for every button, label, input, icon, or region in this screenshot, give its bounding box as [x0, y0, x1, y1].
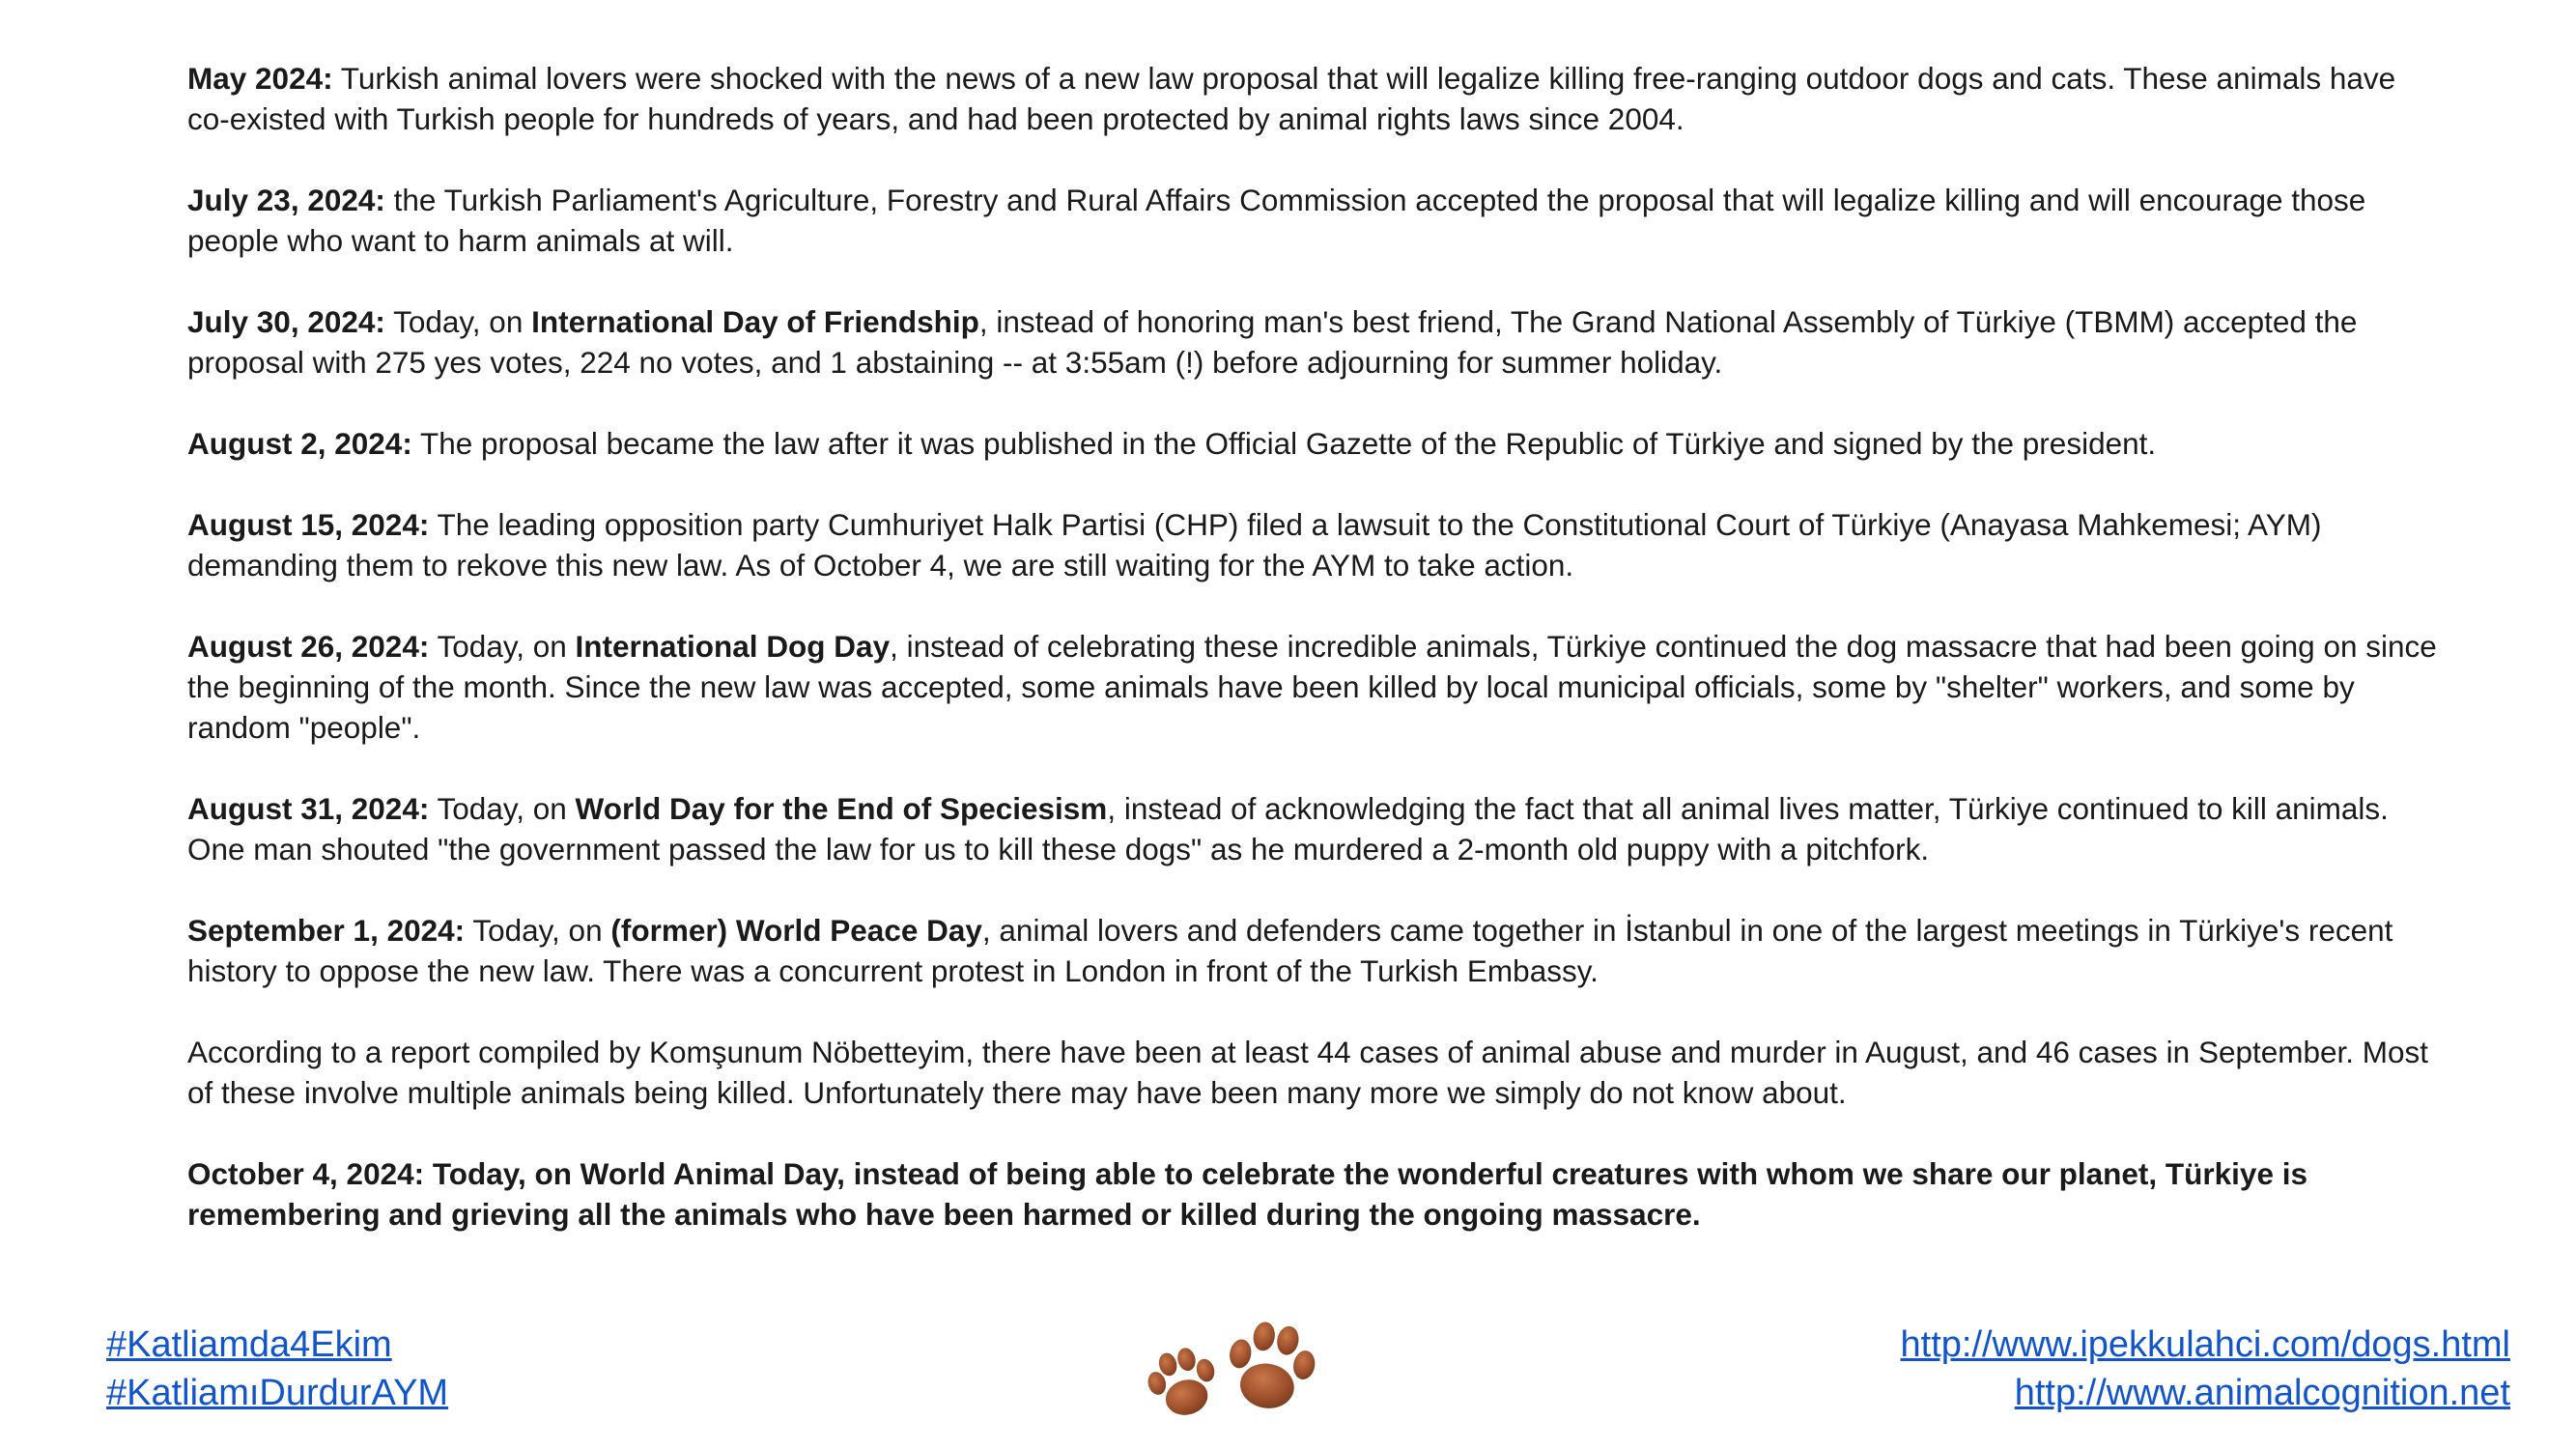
- paw-prints-icon: [1130, 1309, 1333, 1435]
- entry-highlight: World Day for the End of Speciesism: [575, 791, 1108, 826]
- hashtags: [106, 1321, 448, 1417]
- hashtag-link-katliamidurduraym[interactable]: #KatliamıDurdurAYM: [106, 1373, 449, 1413]
- entry-august-15-2024: [187, 504, 2438, 585]
- entry-pre: Today, on: [384, 304, 532, 339]
- entry-text: , instead of honoring man's best friend, The Grand National Assembly of Türkiye (TBMM) accepted the proposal with 275 yes votes, 224 no votes, and 1 abstaining -- at 3:55am (!) before adjourning for summer holiday.: [187, 304, 2358, 380]
- entry-july-30-2024: [187, 301, 2438, 383]
- entry-date: August 31, 2024:: [187, 791, 430, 826]
- entry-date: August 15, 2024:: [187, 507, 430, 542]
- paw-right-icon: [1222, 1317, 1321, 1415]
- entry-august-2-2024: [187, 423, 2438, 464]
- entry-text: , animal lovers and defenders came together in İstanbul in one of the largest meetings in Türkiye's recent history to oppose the new law. There was a concurrent protest in London in front of the Turkish Embassy.: [187, 913, 2393, 988]
- entry-date: July 30, 2024:: [187, 304, 385, 339]
- final-paragraph: October 4, 2024: Today, on World Animal Day, instead of being able to celebrate the wonderful creatures with whom we share our planet, Türkiye is remembering and grieving all the animals who have been harmed or killed during the ongoing massacre.: [187, 1156, 2307, 1232]
- link-ipekkulahci-dogs[interactable]: http://www.ipekkulahci.com/dogs.html: [1900, 1324, 2510, 1365]
- entry-date: August 2, 2024:: [187, 426, 412, 461]
- entry-date: May 2024:: [187, 61, 333, 96]
- entry-text: The leading opposition party Cumhuriyet Halk Partisi (CHP) filed a lawsuit to the Constitutional Court of Türkiye (Anayasa Mahkemesi; AYM) demanding them to rekove this new law. As of October 4, we are still waiting for the AYM to take action.: [187, 507, 2322, 582]
- entry-pre: Today, on: [429, 791, 576, 826]
- entry-august-26-2024: [187, 626, 2438, 748]
- website-links: [1901, 1321, 2511, 1417]
- entry-highlight: International Dog Day: [575, 629, 891, 664]
- entry-may-2024: [187, 58, 2438, 139]
- entry-pre: Today, on: [465, 913, 611, 948]
- entry-highlight: International Day of Friendship: [531, 304, 979, 339]
- entry-text: , instead of acknowledging the fact that all animal lives matter, Türkiye continued to kill animals. One man shouted "the government passed the law for us to kill these dogs" as he murdered a 2-month old puppy with a pitchfork.: [187, 791, 2389, 867]
- entry-pre: Today, on: [429, 629, 576, 664]
- entry-august-31-2024: [187, 788, 2438, 869]
- entry-text: Turkish animal lovers were shocked with the news of a new law proposal that will legalize killing free-ranging outdoor dogs and cats. These animals have co-existed with Turkish people for hundreds of years, and had been protected by animal rights laws since 2004.: [187, 61, 2396, 136]
- link-animalcognition[interactable]: http://www.animalcognition.net: [2014, 1373, 2510, 1413]
- paw-left-icon: [1142, 1342, 1224, 1423]
- entry-date: August 26, 2024:: [187, 629, 430, 664]
- entry-date: July 23, 2024:: [187, 183, 385, 217]
- entry-july-23-2024: [187, 180, 2438, 261]
- entry-text: The proposal became the law after it was published in the Official Gazette of the Republic of Türkiye and signed by the president.: [411, 426, 2157, 461]
- entry-highlight: (former) World Peace Day: [610, 913, 982, 948]
- entry-text: the Turkish Parliament's Agriculture, Forestry and Rural Affairs Commission accepted the proposal that will legalize killing and will encourage those people who want to harm animals at will.: [187, 183, 2366, 258]
- entry-text: , instead of celebrating these incredible animals, Türkiye continued the dog massacre that had been going on since the beginning of the month. Since the new law was accepted, some animals have been killed by local municipal officials, some by "shelter" workers, and some by random "people".: [187, 629, 2437, 745]
- report-paragraph: According to a report compiled by Komşunum Nöbetteyim, there have been at least 44 cases of animal abuse and murder in August, and 46 cases in September. Most of these involve multiple animals being killed. Unfortunately there may have been many more we simply do not know about.: [187, 1035, 2429, 1110]
- hashtag-link-katliamda4ekim[interactable]: #Katliamda4Ekim: [106, 1324, 392, 1365]
- entry-september-1-2024: [187, 910, 2438, 991]
- entry-date: September 1, 2024:: [187, 913, 466, 948]
- timeline-content: [187, 58, 2438, 1275]
